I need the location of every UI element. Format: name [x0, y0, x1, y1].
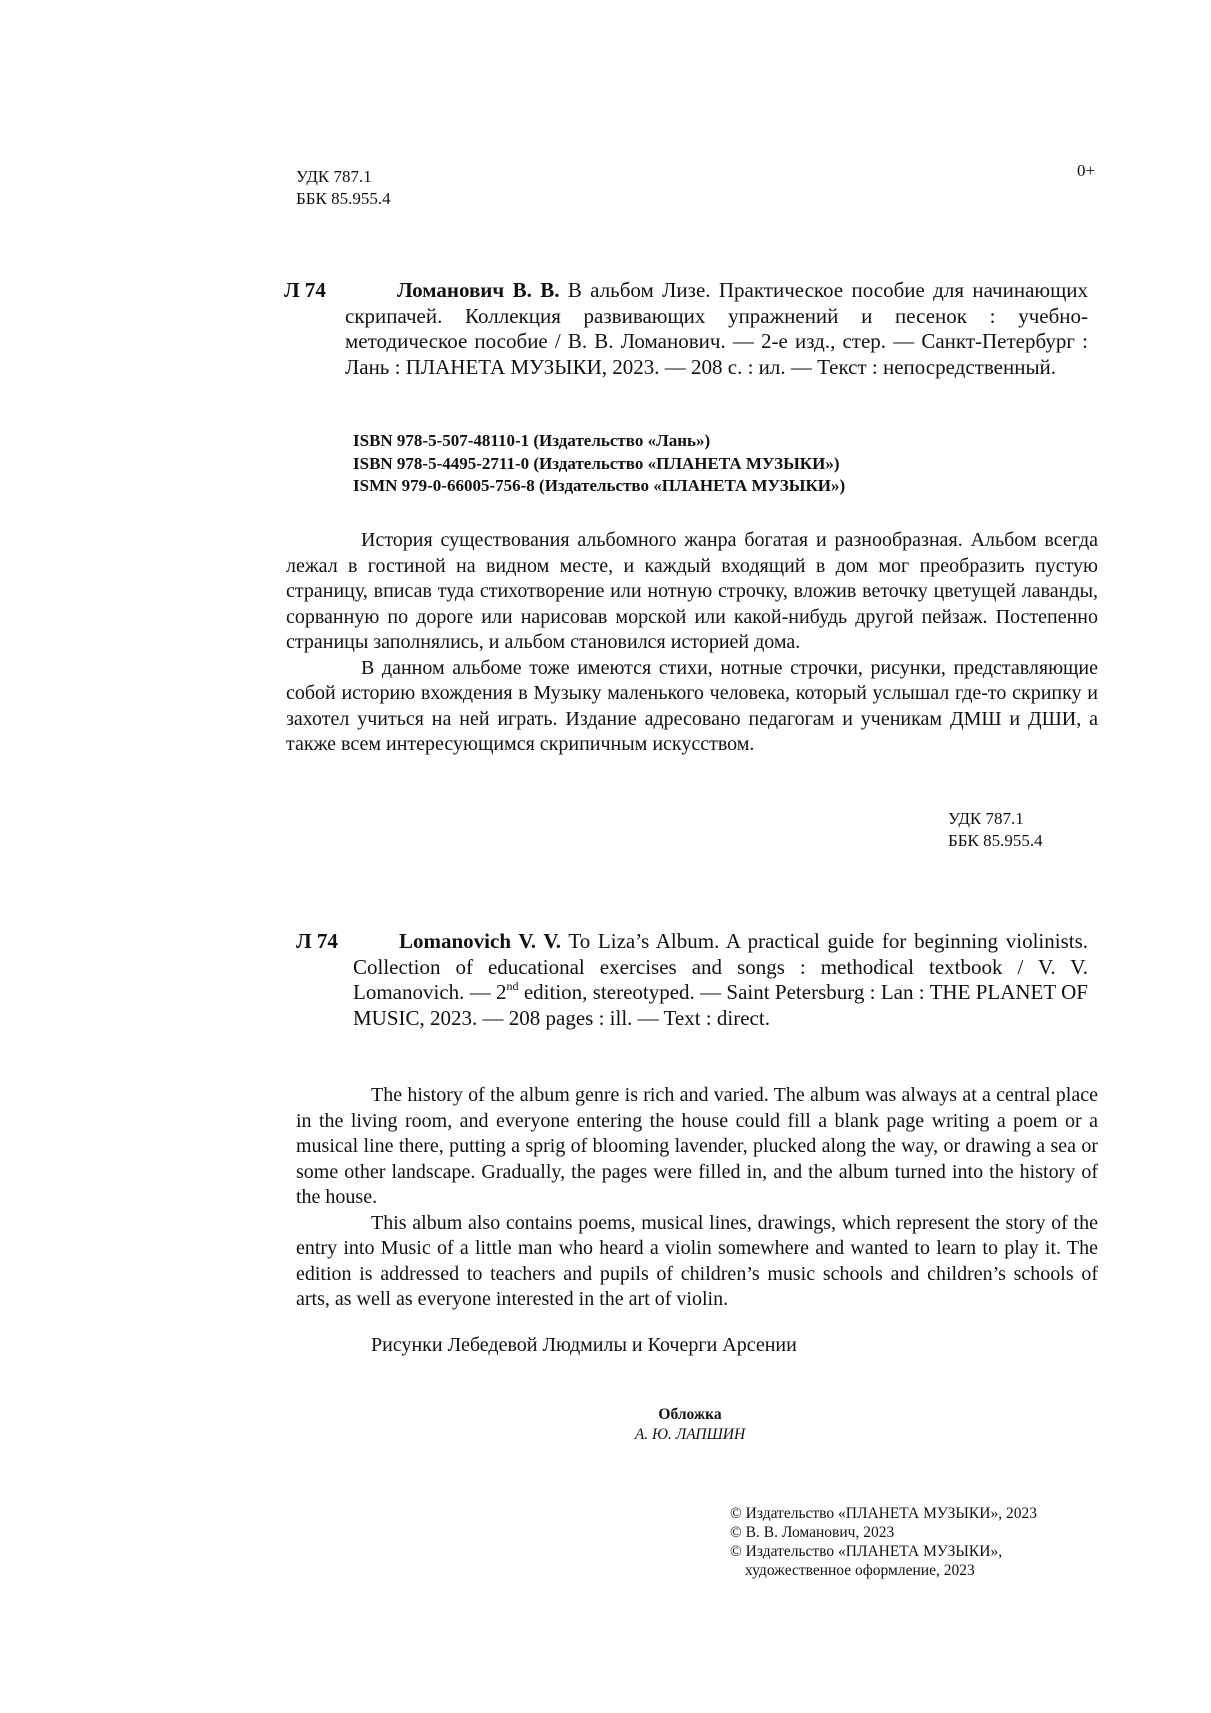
annotation-en-paragraph-2: This album also contains poems, musical lines, drawings, which represent the story of the entry into Music of a little man who heard a violin somewhere and wanted to learn to play it. The edition is addressed to teachers and pupils of children’s music schools and children’s schools of arts, as well as everyone interested in the art of violin.: [296, 1211, 1098, 1310]
bbk-code-en: ББК 85.955.4: [948, 831, 1043, 850]
cover-label: Обложка: [658, 1406, 722, 1423]
author-name-en: Lomanovich V. V.: [399, 929, 562, 953]
copyright-line-4: художественное оформление, 2023: [745, 1562, 975, 1579]
isbn-list: [353, 430, 845, 498]
annotation-ru-paragraph-1: История существования альбомного жанра богатая и разнообразная. Альбом всегда лежал в гостиной на видном месте, и каждый входящий в дом мог преобразить пустую страницу, вписав туда стихотворение или нотную строчку, вложив веточку цветущей лаванды, сорванную по дороге или нарисовав морской или какой-нибудь другой пейзаж. Постепенно страницы заполнялись, и альбом становился историей дома.: [286, 529, 1098, 653]
bibliographic-text-en-2: edition, stereotyped. — Saint Petersburg : Lan : THE PLANET OF MUSIC, 2023. — 208 pages : ill. — Text : direct.: [353, 980, 1088, 1030]
annotation-ru-paragraph-2: В данном альбоме тоже имеются стихи, нотные строчки, рисунки, представляющие собой историю вхождения в Музыку маленького человека, который услышал где-то скрипку и захотел учиться на ней играть. Издание адресовано педагогам и ученикам ДМШ и ДШИ, а также всем интересующимся скрипичным искусством.: [286, 656, 1098, 755]
author-name-ru: Ломанович В. В.: [397, 278, 560, 302]
age-rating: 0+: [1077, 161, 1096, 180]
isbn-lan: ISBN 978-5-507-48110-1 (Издательство «Лань»): [353, 431, 711, 450]
bibliographic-description-en: [353, 929, 1088, 1031]
annotation-en-paragraph-1: The history of the album genre is rich and varied. The album was always at a central place in the living room, and everyone entering the house could fill a blank page writing a poem or a musical line there, putting a sprig of blooming lavender, plucked along the way, or drawing a sea or some other landscape. Gradually, the pages were filled in, and the album turned into the history of the house.: [296, 1084, 1098, 1208]
annotation-ru: [286, 528, 1098, 758]
annotation-en: [296, 1083, 1098, 1313]
isbn-planet: ISBN 978-5-4495-2711-0 (Издательство «ПЛАНЕТА МУЗЫКИ»): [353, 453, 840, 473]
illustrations-credit: Рисунки Лебедевой Людмилы и Кочерги Арсении: [371, 1334, 797, 1356]
copyright-line-3: © Издательство «ПЛАНЕТА МУЗЫКИ»,: [730, 1543, 1003, 1560]
copyright-line-2: © В. В. Ломанович, 2023: [730, 1524, 895, 1541]
cover-credit: [550, 1405, 830, 1445]
udk-code-en: УДК 787.1: [948, 809, 1024, 828]
bibliographic-text-ru: В альбом Лизе. Практическое пособие для начинающих скрипачей. Коллекция развивающих упражнений и песенок : учебно-методическое пособие / В. В. Ломанович. — 2-е изд., стер. — Санкт-Петербург : Лань : ПЛАНЕТА МУЗЫКИ, 2023. — 208 с. : ил. — Текст : непосредственный.: [345, 278, 1089, 379]
copyright-line-1: © Издательство «ПЛАНЕТА МУЗЫКИ», 2023: [730, 1505, 1037, 1522]
ismn-planet: ISMN 979-0-66005-756-8 (Издательство «ПЛАНЕТА МУЗЫКИ»): [353, 476, 846, 495]
copyright-block: [730, 1504, 1037, 1580]
author-code-ru: Л 74: [284, 278, 326, 302]
bibliographic-text-en-1: To Liza’s Album. A practical guide for beginning violinists. Collection of educational exercises and songs : methodical textbook / V. V. Lomanovich. — 2: [353, 929, 1089, 1004]
author-code-en: Л 74: [296, 929, 338, 953]
edition-superscript: nd: [506, 979, 519, 993]
bibliographic-description-ru: [345, 278, 1088, 380]
bbk-code-ru: ББК 85.955.4: [296, 189, 391, 208]
cover-artist: А. Ю. ЛАПШИН: [634, 1426, 746, 1443]
udk-code-ru: УДК 787.1: [296, 167, 372, 186]
